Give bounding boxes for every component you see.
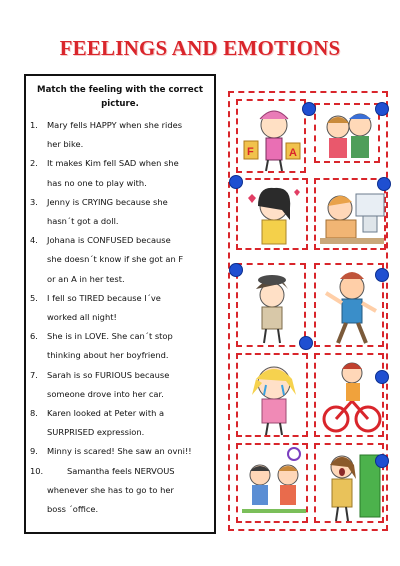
list-item: 10. Samantha feels NERVOUS whenever she has to go to her [30, 465, 175, 495]
picture-cell-sad[interactable] [314, 103, 380, 163]
picture-cell-furious[interactable] [314, 263, 384, 347]
list-item: 5. I fell so TIRED because I´ve worked all night! [30, 292, 161, 323]
happy-girl-bike-picture [316, 355, 386, 439]
match-dot[interactable] [299, 336, 313, 350]
sad-kids-picture [316, 105, 382, 165]
picture-cell-happy[interactable] [314, 353, 384, 437]
match-dot[interactable] [229, 263, 243, 277]
worksheet-title: FEELINGS AND EMOTIONS [59, 36, 341, 60]
match-dot[interactable] [375, 102, 389, 116]
svg-text:F: F [247, 146, 254, 158]
match-dot[interactable] [377, 177, 391, 191]
girl-in-love-picture [238, 180, 310, 252]
match-dot[interactable] [375, 454, 389, 468]
list-item: 3. Jenny is CRYING because she hasn´t got a doll. [30, 196, 168, 227]
list-item: boss ´office. [47, 504, 99, 515]
match-dot[interactable] [287, 447, 301, 461]
picture-cell-confused[interactable] [236, 99, 306, 173]
match-dot[interactable] [375, 268, 389, 282]
sentence-list [30, 116, 214, 519]
list-item: 7. Sarah is so FURIOUS because someone drove into her car. [30, 369, 170, 399]
crying-girl-picture [238, 355, 310, 439]
instruction-text: Match the feeling with the correct picture. [37, 85, 203, 109]
list-item: 6. She is in LOVE. She can´t stop thinking about her boyfriend. [30, 331, 173, 361]
picture-cell-love[interactable] [236, 178, 308, 250]
list-item: 4. Johana is CONFUSED because she doesn´t know if she got an F [30, 235, 184, 265]
list-item: 8. Karen looked at Peter with a SURPRISED expression. [30, 408, 165, 438]
list-item: 9. Minny is scared! She saw an ovni!! [30, 446, 192, 457]
scared-child-picture [238, 265, 308, 349]
picture-cell-tired[interactable] [314, 178, 386, 250]
confused-girl-picture [238, 101, 308, 175]
match-dot[interactable] [375, 370, 389, 384]
match-dot[interactable] [229, 175, 243, 189]
svg-text:A: A [289, 147, 297, 159]
picture-cell-surprised[interactable] [314, 443, 384, 523]
list-item: or an A in her test. [47, 273, 125, 284]
picture-cell-crying[interactable] [236, 353, 308, 437]
picture-cell-scared[interactable] [236, 263, 306, 347]
list-item: 1. Mary fells HAPPY when she rides her bike. [30, 120, 183, 150]
match-dot[interactable] [302, 102, 316, 116]
tired-woman-picture [316, 180, 388, 252]
list-item: 2. It makes Kim fell SAD when she has no one to play with. [30, 158, 179, 188]
